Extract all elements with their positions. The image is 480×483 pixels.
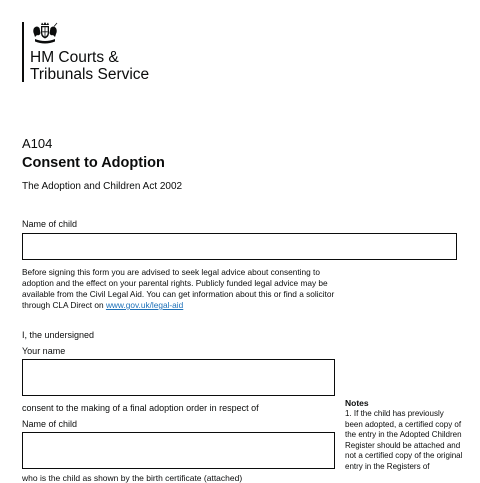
your-name-field[interactable] — [22, 359, 335, 396]
page-title: Consent to Adoption — [22, 155, 165, 171]
act-subtitle: The Adoption and Children Act 2002 — [22, 181, 183, 192]
org-line-1: HM Courts & — [30, 49, 119, 66]
child-name-2-field[interactable] — [22, 432, 335, 469]
legal-advice-text — [22, 267, 342, 311]
legal-aid-link[interactable]: www.gov.uk/legal-aid — [105, 300, 184, 310]
child-name-label: Name of child — [22, 219, 78, 229]
consent-statement: consent to the making of a final adoption order in respect of — [22, 403, 259, 413]
org-line-2: Tribunals Service — [30, 66, 150, 83]
child-name-field[interactable] — [22, 233, 457, 260]
form-code: A104 — [22, 136, 53, 151]
birth-certificate-statement: who is the child as shown by the birth certificate (attached) — [22, 473, 243, 483]
child-name-2-label: Name of child — [22, 419, 78, 429]
legal-advice-body: Before signing this form you are advised to seek legal advice about consenting to adoption and the effect on your parental rights. Publicly funded legal advice may be available from the Civil Legal Aid. You can get information about this or find a solicitor through CLA Direct on — [22, 267, 335, 310]
organisation-name — [30, 49, 149, 83]
notes-heading: Notes — [345, 398, 369, 408]
notes-text: 1. If the child has previously been adopted, a certified copy of the entry in the Adopted Children Register should be attached and not a certified copy of the original entry in the Registers of — [345, 409, 463, 471]
royal-coat-of-arms-icon — [32, 22, 58, 46]
logo-divider — [22, 22, 24, 82]
your-name-label: Your name — [22, 346, 66, 356]
undersigned-label: I, the undersigned — [22, 330, 95, 340]
